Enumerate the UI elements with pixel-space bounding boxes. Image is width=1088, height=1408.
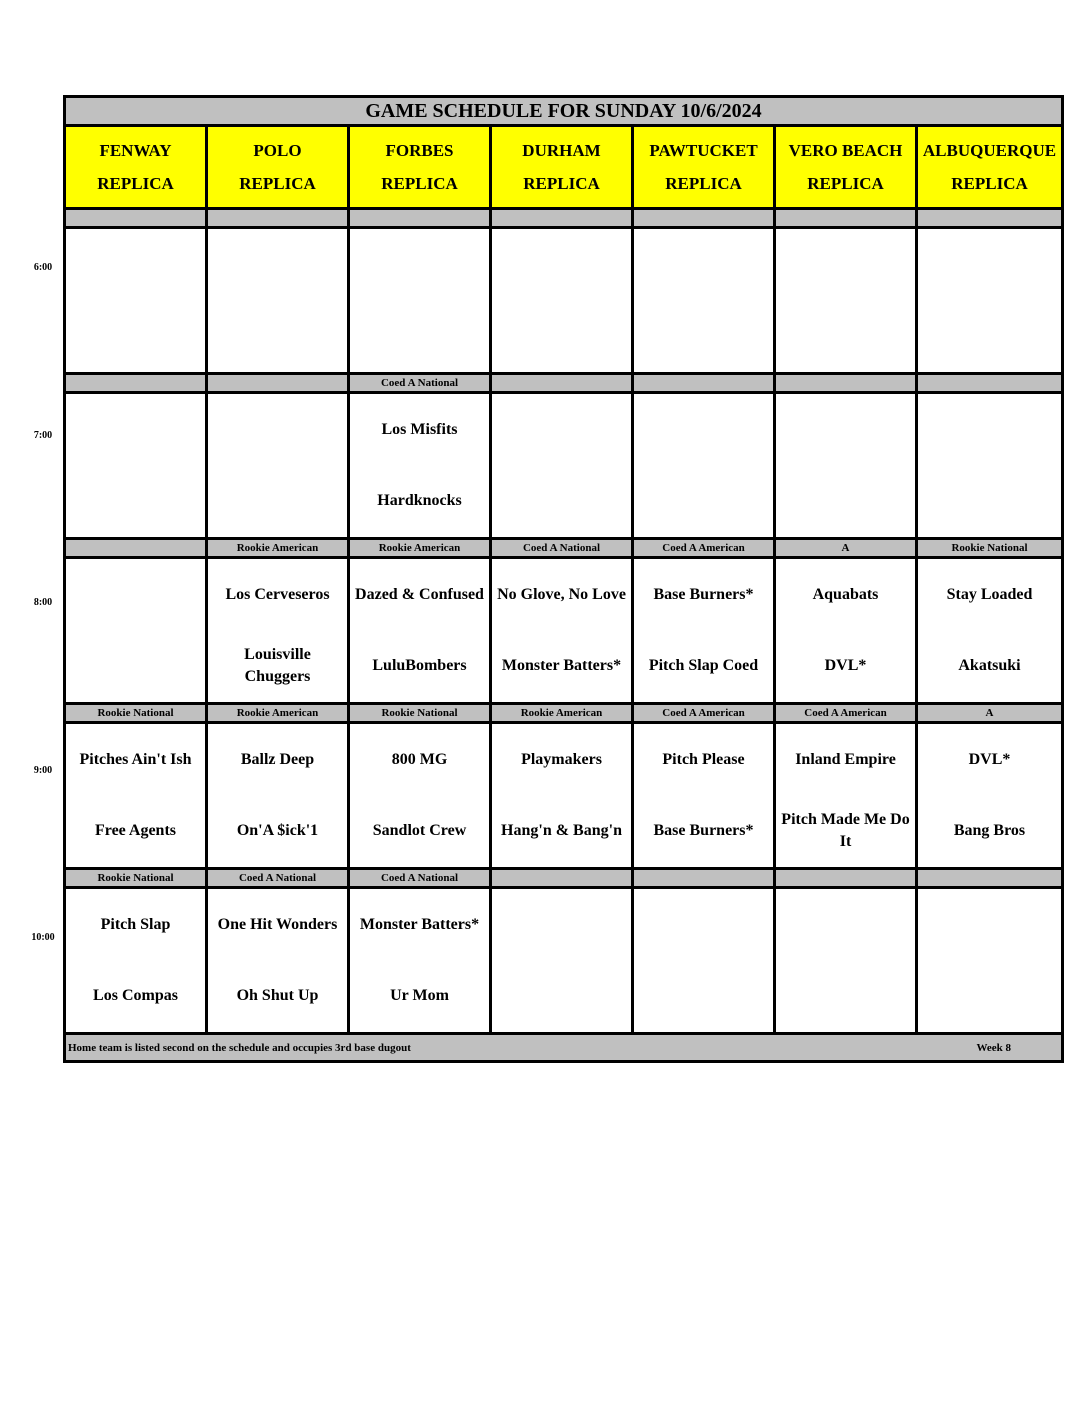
away-team — [492, 394, 631, 466]
away-team — [350, 229, 489, 301]
division-label: Coed A National — [207, 869, 349, 888]
home-team: Los Compas — [93, 987, 178, 1005]
game-cell — [491, 723, 633, 869]
away-team: Los Cerveseros — [225, 585, 330, 603]
matchup — [350, 559, 489, 702]
game-cell — [917, 228, 1063, 374]
home-team: Hang'n & Bang'n — [501, 822, 622, 840]
home-team — [66, 631, 205, 703]
game-cell — [775, 723, 917, 869]
matchup — [918, 229, 1061, 372]
home-team: Pitch Slap Coed — [648, 657, 759, 675]
matchup — [634, 394, 773, 537]
away-team: DVL* — [968, 750, 1011, 768]
home-team — [492, 466, 631, 538]
division-label — [633, 374, 775, 393]
game-cell — [349, 228, 491, 374]
home-team: Monster Batters* — [501, 657, 622, 675]
matchup — [208, 724, 347, 867]
division-label — [65, 209, 207, 228]
home-team: Pitch Made Me Do It — [781, 811, 910, 851]
game-cell — [349, 723, 491, 869]
matchup — [492, 559, 631, 702]
game-cell — [775, 888, 917, 1034]
park-header — [491, 126, 633, 209]
time-label: 6:00 — [33, 262, 53, 273]
away-team — [66, 394, 205, 466]
home-team — [350, 301, 489, 373]
game-cell — [349, 393, 491, 539]
game-cell — [775, 393, 917, 539]
away-team — [66, 229, 205, 301]
division-label: Rookie American — [491, 704, 633, 723]
matchup — [66, 394, 205, 537]
division-label — [207, 209, 349, 228]
division-label: Rookie American — [207, 704, 349, 723]
matchup — [208, 229, 347, 372]
division-label: Rookie National — [917, 539, 1063, 558]
home-team: Hardknocks — [377, 492, 462, 510]
game-row — [65, 228, 1063, 374]
away-team: Pitch Slap — [100, 915, 171, 933]
matchup — [350, 889, 489, 1032]
park-name: POLO — [253, 141, 302, 160]
away-team: Ballz Deep — [240, 750, 315, 768]
division-label — [65, 374, 207, 393]
park-header — [917, 126, 1063, 209]
park-name: FENWAY — [99, 141, 172, 160]
away-team — [634, 229, 773, 301]
footer-note: Home team is listed second on the schedule and occupies 3rd base dugout — [68, 1041, 411, 1054]
park-name: VERO BEACH — [788, 141, 903, 160]
game-cell — [917, 723, 1063, 869]
matchup — [492, 229, 631, 372]
game-cell — [491, 228, 633, 374]
matchup — [776, 229, 915, 372]
matchup — [350, 229, 489, 372]
game-cell — [65, 723, 207, 869]
matchup — [350, 724, 489, 867]
park-sub: REPLICA — [97, 174, 174, 193]
away-team: Playmakers — [521, 750, 602, 768]
home-team: Bang Bros — [953, 822, 1026, 840]
matchup — [66, 559, 205, 702]
away-team: One Hit Wonders — [217, 915, 338, 933]
home-team — [918, 466, 1061, 538]
park-sub: REPLICA — [523, 174, 600, 193]
schedule-table — [63, 95, 1064, 1063]
game-row — [65, 393, 1063, 539]
park-header — [349, 126, 491, 209]
home-team — [634, 961, 773, 1033]
away-team: No Glove, No Love — [497, 585, 626, 603]
matchup — [918, 394, 1061, 537]
time-label: 9:00 — [33, 764, 53, 776]
division-label — [633, 869, 775, 888]
away-team — [492, 229, 631, 301]
matchup — [634, 889, 773, 1032]
home-team: On'A $ick'1 — [236, 822, 319, 840]
game-row — [65, 558, 1063, 704]
division-label — [633, 209, 775, 228]
home-team — [492, 301, 631, 373]
game-cell — [349, 558, 491, 704]
game-cell — [65, 888, 207, 1034]
away-team — [208, 229, 347, 301]
away-team: Dazed & Confused — [355, 585, 484, 603]
time-label: 7:00 — [33, 429, 53, 441]
matchup — [492, 724, 631, 867]
game-cell — [633, 393, 775, 539]
away-team: Aquabats — [812, 585, 879, 603]
park-header — [207, 126, 349, 209]
park-sub: REPLICA — [807, 174, 884, 193]
matchup — [776, 889, 915, 1032]
away-team: Pitch Please — [662, 750, 745, 768]
matchup — [66, 229, 205, 372]
game-cell — [917, 393, 1063, 539]
away-team — [918, 889, 1061, 961]
matchup — [634, 724, 773, 867]
division-row — [65, 539, 1063, 558]
park-name: FORBES — [385, 141, 454, 160]
matchup — [492, 889, 631, 1032]
home-team — [918, 961, 1061, 1033]
division-label — [207, 374, 349, 393]
division-label — [775, 374, 917, 393]
game-cell — [491, 888, 633, 1034]
matchup — [208, 559, 347, 702]
matchup — [350, 394, 489, 537]
game-cell — [65, 228, 207, 374]
division-label — [491, 869, 633, 888]
game-cell — [633, 888, 775, 1034]
away-team: Los Misfits — [381, 420, 458, 438]
park-sub: REPLICA — [665, 174, 742, 193]
division-label — [65, 539, 207, 558]
game-cell — [917, 888, 1063, 1034]
division-label — [349, 209, 491, 228]
game-cell — [491, 393, 633, 539]
matchup — [66, 724, 205, 867]
home-team — [634, 301, 773, 373]
division-label — [491, 209, 633, 228]
division-label: Coed A National — [349, 374, 491, 393]
division-label: Rookie American — [207, 539, 349, 558]
division-label: Coed A American — [633, 704, 775, 723]
home-team: Sandlot Crew — [372, 822, 467, 840]
home-team: Base Burners* — [653, 822, 754, 840]
division-label: Coed A American — [775, 704, 917, 723]
game-cell — [633, 558, 775, 704]
away-team — [918, 394, 1061, 466]
home-team: Louisville Chuggers — [244, 646, 311, 686]
game-row — [65, 723, 1063, 869]
away-team — [492, 889, 631, 961]
time-label: 10:00 — [31, 932, 55, 943]
away-team — [776, 889, 915, 961]
matchup — [776, 724, 915, 867]
park-header — [633, 126, 775, 209]
home-team: Akatsuki — [958, 657, 1021, 675]
away-team — [918, 229, 1061, 301]
game-cell — [207, 723, 349, 869]
matchup — [776, 394, 915, 537]
division-label — [917, 374, 1063, 393]
game-cell — [65, 393, 207, 539]
division-label: Rookie National — [65, 704, 207, 723]
home-team — [66, 301, 205, 373]
division-label — [917, 209, 1063, 228]
home-team — [66, 466, 205, 538]
game-cell — [633, 723, 775, 869]
game-cell — [775, 228, 917, 374]
matchup — [208, 889, 347, 1032]
division-label — [775, 209, 917, 228]
game-cell — [775, 558, 917, 704]
home-team — [776, 961, 915, 1033]
park-header — [775, 126, 917, 209]
home-team: Oh Shut Up — [236, 987, 319, 1005]
division-label — [775, 869, 917, 888]
game-cell — [207, 888, 349, 1034]
park-name: PAWTUCKET — [649, 141, 758, 160]
park-name: ALBUQUERQUE — [922, 141, 1057, 160]
away-team: Base Burners* — [653, 585, 754, 603]
game-cell — [207, 228, 349, 374]
away-team — [208, 394, 347, 466]
away-team — [776, 229, 915, 301]
footer-bar — [65, 1034, 1063, 1062]
time-label: 8:00 — [33, 597, 53, 608]
division-label: Rookie American — [349, 539, 491, 558]
division-row — [65, 374, 1063, 393]
away-team: 800 MG — [391, 750, 448, 768]
game-cell — [207, 558, 349, 704]
home-team — [918, 301, 1061, 373]
park-sub: REPLICA — [239, 174, 316, 193]
division-label: A — [917, 704, 1063, 723]
home-team: LuluBombers — [372, 657, 467, 675]
game-cell — [207, 393, 349, 539]
division-label: A — [775, 539, 917, 558]
away-team: Inland Empire — [795, 750, 896, 768]
home-team: Free Agents — [94, 822, 176, 840]
division-row — [65, 869, 1063, 888]
away-team: Monster Batters* — [359, 915, 480, 933]
away-team: Pitches Ain't Ish — [79, 750, 192, 768]
matchup — [208, 394, 347, 537]
home-team — [776, 466, 915, 538]
matchup — [492, 394, 631, 537]
game-cell — [491, 558, 633, 704]
matchup — [918, 724, 1061, 867]
matchup — [918, 889, 1061, 1032]
away-team — [66, 559, 205, 631]
division-label — [491, 374, 633, 393]
park-header-row — [65, 126, 1063, 209]
schedule-title: GAME SCHEDULE FOR SUNDAY 10/6/2024 — [65, 97, 1063, 126]
division-row — [65, 704, 1063, 723]
game-cell — [633, 228, 775, 374]
division-label: Coed A National — [491, 539, 633, 558]
division-label — [917, 869, 1063, 888]
park-header — [65, 126, 207, 209]
matchup — [918, 559, 1061, 702]
matchup — [66, 889, 205, 1032]
home-team — [634, 466, 773, 538]
home-team — [492, 961, 631, 1033]
home-team: Ur Mom — [390, 987, 449, 1005]
away-team — [634, 394, 773, 466]
away-team — [776, 394, 915, 466]
game-row — [65, 888, 1063, 1034]
matchup — [634, 229, 773, 372]
game-cell — [65, 558, 207, 704]
division-label: Rookie National — [65, 869, 207, 888]
home-team: DVL* — [824, 657, 867, 675]
matchup — [634, 559, 773, 702]
home-team — [776, 301, 915, 373]
park-sub: REPLICA — [951, 174, 1028, 193]
game-cell — [917, 558, 1063, 704]
game-cell — [349, 888, 491, 1034]
matchup — [776, 559, 915, 702]
away-team — [634, 889, 773, 961]
week-label: Week 8 — [976, 1041, 1012, 1054]
division-label: Rookie National — [349, 704, 491, 723]
home-team — [208, 466, 347, 538]
park-sub: REPLICA — [381, 174, 458, 193]
home-team — [208, 301, 347, 373]
away-team: Stay Loaded — [946, 585, 1033, 603]
division-label: Coed A National — [349, 869, 491, 888]
division-row — [65, 209, 1063, 228]
division-label: Coed A American — [633, 539, 775, 558]
park-name: DURHAM — [522, 141, 601, 160]
